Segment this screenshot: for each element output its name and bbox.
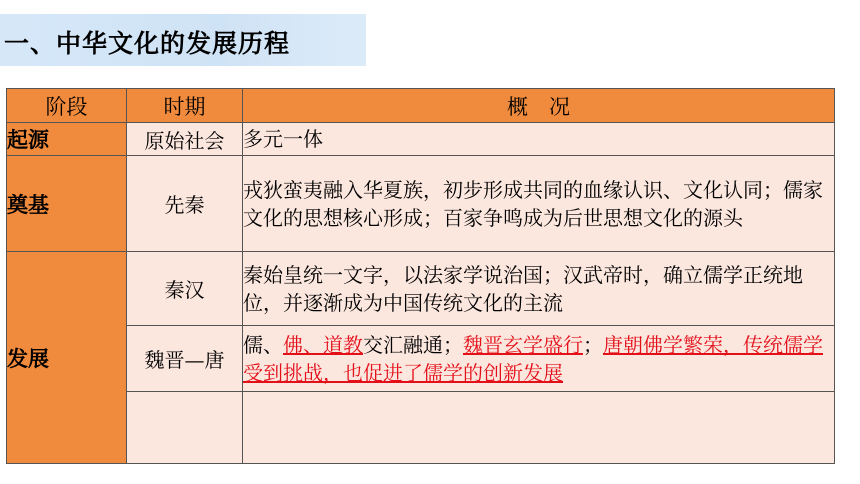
- stage-cell: 奠基: [7, 156, 127, 252]
- desc-cell: 戎狄蛮夷融入华夏族，初步形成共同的血缘认识、文化认同；儒家文化的思想核心形成；百家争鸣成为后世思想文化的源头: [243, 156, 835, 252]
- table-row-qin-han: [7, 252, 835, 326]
- header-overview: 概 况: [243, 89, 835, 123]
- section-title: 一、中华文化的发展历程: [4, 29, 291, 58]
- history-table: [6, 88, 835, 464]
- desc-cell-empty: [243, 392, 835, 464]
- header-period: 时期: [127, 89, 243, 123]
- table-row-empty: [7, 392, 835, 464]
- period-cell-empty: [127, 392, 243, 464]
- desc-text: 交汇融通；: [363, 332, 463, 357]
- highlight-text: 唐朝佛学繁荣，传统儒学受到挑战，也促进了儒学的创新发展: [243, 332, 823, 385]
- stage-cell: 起源: [7, 123, 127, 156]
- highlight-text: 佛、道教: [283, 332, 363, 357]
- stage-cell: 发展: [7, 252, 127, 464]
- desc-text: ；: [583, 332, 603, 357]
- header-row: [7, 89, 835, 123]
- table-row-foundation: [7, 156, 835, 252]
- period-cell: 秦汉: [127, 252, 243, 326]
- section-title-bar: [0, 14, 366, 66]
- period-cell: 先秦: [127, 156, 243, 252]
- period-cell: 原始社会: [127, 123, 243, 156]
- desc-text: 儒、: [243, 332, 283, 357]
- header-stage: 阶段: [7, 89, 127, 123]
- table-row-origin: [7, 123, 835, 156]
- period-cell: 魏晋—唐: [127, 326, 243, 392]
- desc-cell: 秦始皇统一文字，以法家学说治国；汉武帝时，确立儒学正统地位，并逐渐成为中国传统文化的主流: [243, 252, 835, 326]
- desc-cell: 多元一体: [243, 123, 835, 156]
- table-row-wei-jin-tang: [7, 326, 835, 392]
- highlight-text: 魏晋玄学盛行: [463, 332, 583, 357]
- desc-cell: [243, 326, 835, 392]
